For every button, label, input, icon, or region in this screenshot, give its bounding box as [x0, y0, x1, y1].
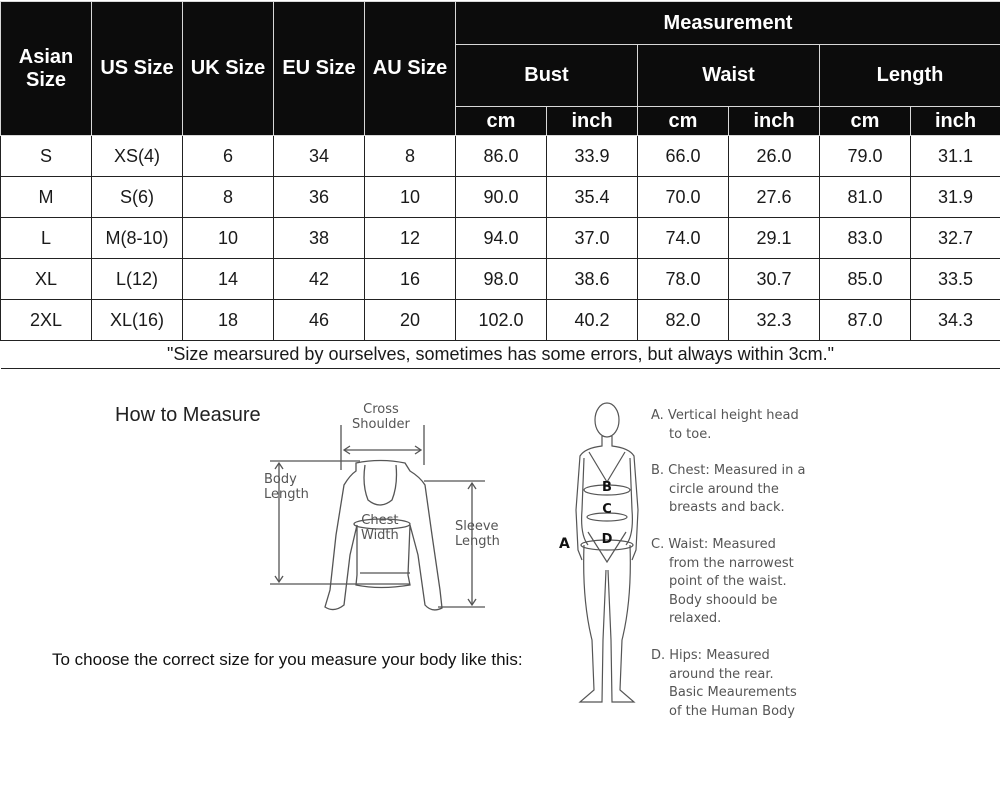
how-to-measure-title: How to Measure [115, 404, 261, 426]
label-sleeve-length: Sleeve Length [455, 519, 500, 549]
marker-b: B [602, 480, 612, 495]
cell-us-size: S(6) [92, 177, 183, 218]
cell-bust-cm: 94.0 [456, 218, 547, 259]
header-length: Length [820, 45, 1000, 107]
marker-c: C [602, 502, 612, 517]
cell-uk-size: 14 [183, 259, 274, 300]
cell-waist-inch: 30.7 [729, 259, 820, 300]
cell-au-size: 16 [365, 259, 456, 300]
cell-bust-inch: 37.0 [547, 218, 638, 259]
cell-eu-size: 36 [274, 177, 365, 218]
cell-waist-cm: 74.0 [638, 218, 729, 259]
label-chest-width: Chest Width [361, 513, 399, 543]
cell-us-size: XL(16) [92, 300, 183, 341]
cell-us-size: L(12) [92, 259, 183, 300]
table-row [1, 136, 1000, 177]
legend-a: A. Vertical height head to toe. [651, 408, 799, 442]
table-row [1, 300, 1000, 341]
legend-c: C. Waist: Measured from the narrowest point of the waist. Body shoould be relaxed. [651, 537, 794, 626]
marker-a: A [559, 536, 570, 552]
cell-us-size: XS(4) [92, 136, 183, 177]
cell-au-size: 12 [365, 218, 456, 259]
legend-d: D. Hips: Measured around the rear. Basic Meaurements of the Human Body [651, 648, 797, 719]
cell-us-size: M(8-10) [92, 218, 183, 259]
table-row [1, 259, 1000, 300]
cell-length-cm: 79.0 [820, 136, 911, 177]
legend-b: B. Chest: Measured in a circle around the breasts and back. [651, 463, 806, 515]
header-unit-waist-inch: inch [729, 107, 820, 136]
header-au-size: AU Size [365, 2, 456, 136]
cell-length-cm: 81.0 [820, 177, 911, 218]
table-row [1, 218, 1000, 259]
cell-au-size: 10 [365, 177, 456, 218]
cell-bust-cm: 86.0 [456, 136, 547, 177]
cell-bust-inch: 35.4 [547, 177, 638, 218]
cell-waist-cm: 82.0 [638, 300, 729, 341]
size-chart-table [0, 1, 1000, 369]
cell-uk-size: 8 [183, 177, 274, 218]
header-uk-size: UK Size [183, 2, 274, 136]
cell-asian-size: XL [1, 259, 92, 300]
cell-eu-size: 42 [274, 259, 365, 300]
cell-bust-inch: 38.6 [547, 259, 638, 300]
cell-bust-cm: 98.0 [456, 259, 547, 300]
cell-bust-inch: 33.9 [547, 136, 638, 177]
cell-asian-size: L [1, 218, 92, 259]
cell-waist-inch: 26.0 [729, 136, 820, 177]
body-figure-icon [570, 400, 645, 710]
cell-waist-inch: 27.6 [729, 177, 820, 218]
header-unit-bust-inch: inch [547, 107, 638, 136]
header-unit-length-inch: inch [911, 107, 1000, 136]
table-row [1, 177, 1000, 218]
cell-length-inch: 32.7 [911, 218, 1000, 259]
cell-uk-size: 10 [183, 218, 274, 259]
header-eu-size: EU Size [274, 2, 365, 136]
measurement-note: "Size mearsured by ourselves, sometimes has some errors, but always within 3cm." [1, 341, 1000, 369]
cell-uk-size: 6 [183, 136, 274, 177]
cell-waist-cm: 66.0 [638, 136, 729, 177]
cell-au-size: 8 [365, 136, 456, 177]
cell-length-inch: 34.3 [911, 300, 1000, 341]
cell-length-inch: 31.9 [911, 177, 1000, 218]
cell-waist-cm: 70.0 [638, 177, 729, 218]
cell-eu-size: 34 [274, 136, 365, 177]
cell-eu-size: 46 [274, 300, 365, 341]
header-unit-length-cm: cm [820, 107, 911, 136]
cell-waist-inch: 32.3 [729, 300, 820, 341]
header-bust: Bust [456, 45, 638, 107]
cell-length-cm: 85.0 [820, 259, 911, 300]
header-unit-waist-cm: cm [638, 107, 729, 136]
cell-waist-inch: 29.1 [729, 218, 820, 259]
marker-d: D [601, 532, 613, 547]
header-waist: Waist [638, 45, 820, 107]
cell-bust-inch: 40.2 [547, 300, 638, 341]
label-body-length: Body Length [264, 472, 309, 502]
cell-asian-size: S [1, 136, 92, 177]
cell-uk-size: 18 [183, 300, 274, 341]
cell-eu-size: 38 [274, 218, 365, 259]
cell-au-size: 20 [365, 300, 456, 341]
header-asian-size: Asian Size [1, 2, 92, 136]
cell-length-inch: 33.5 [911, 259, 1000, 300]
cell-length-cm: 83.0 [820, 218, 911, 259]
cell-waist-cm: 78.0 [638, 259, 729, 300]
header-unit-bust-cm: cm [456, 107, 547, 136]
header-us-size: US Size [92, 2, 183, 136]
cell-bust-cm: 102.0 [456, 300, 547, 341]
cell-length-cm: 87.0 [820, 300, 911, 341]
measure-instruction: To choose the correct size for you measure your body like this: [52, 650, 523, 669]
cell-asian-size: M [1, 177, 92, 218]
cell-asian-size: 2XL [1, 300, 92, 341]
cell-bust-cm: 90.0 [456, 177, 547, 218]
label-cross-shoulder: Cross Shoulder [352, 402, 410, 432]
header-measurement: Measurement [456, 2, 1000, 45]
cell-length-inch: 31.1 [911, 136, 1000, 177]
